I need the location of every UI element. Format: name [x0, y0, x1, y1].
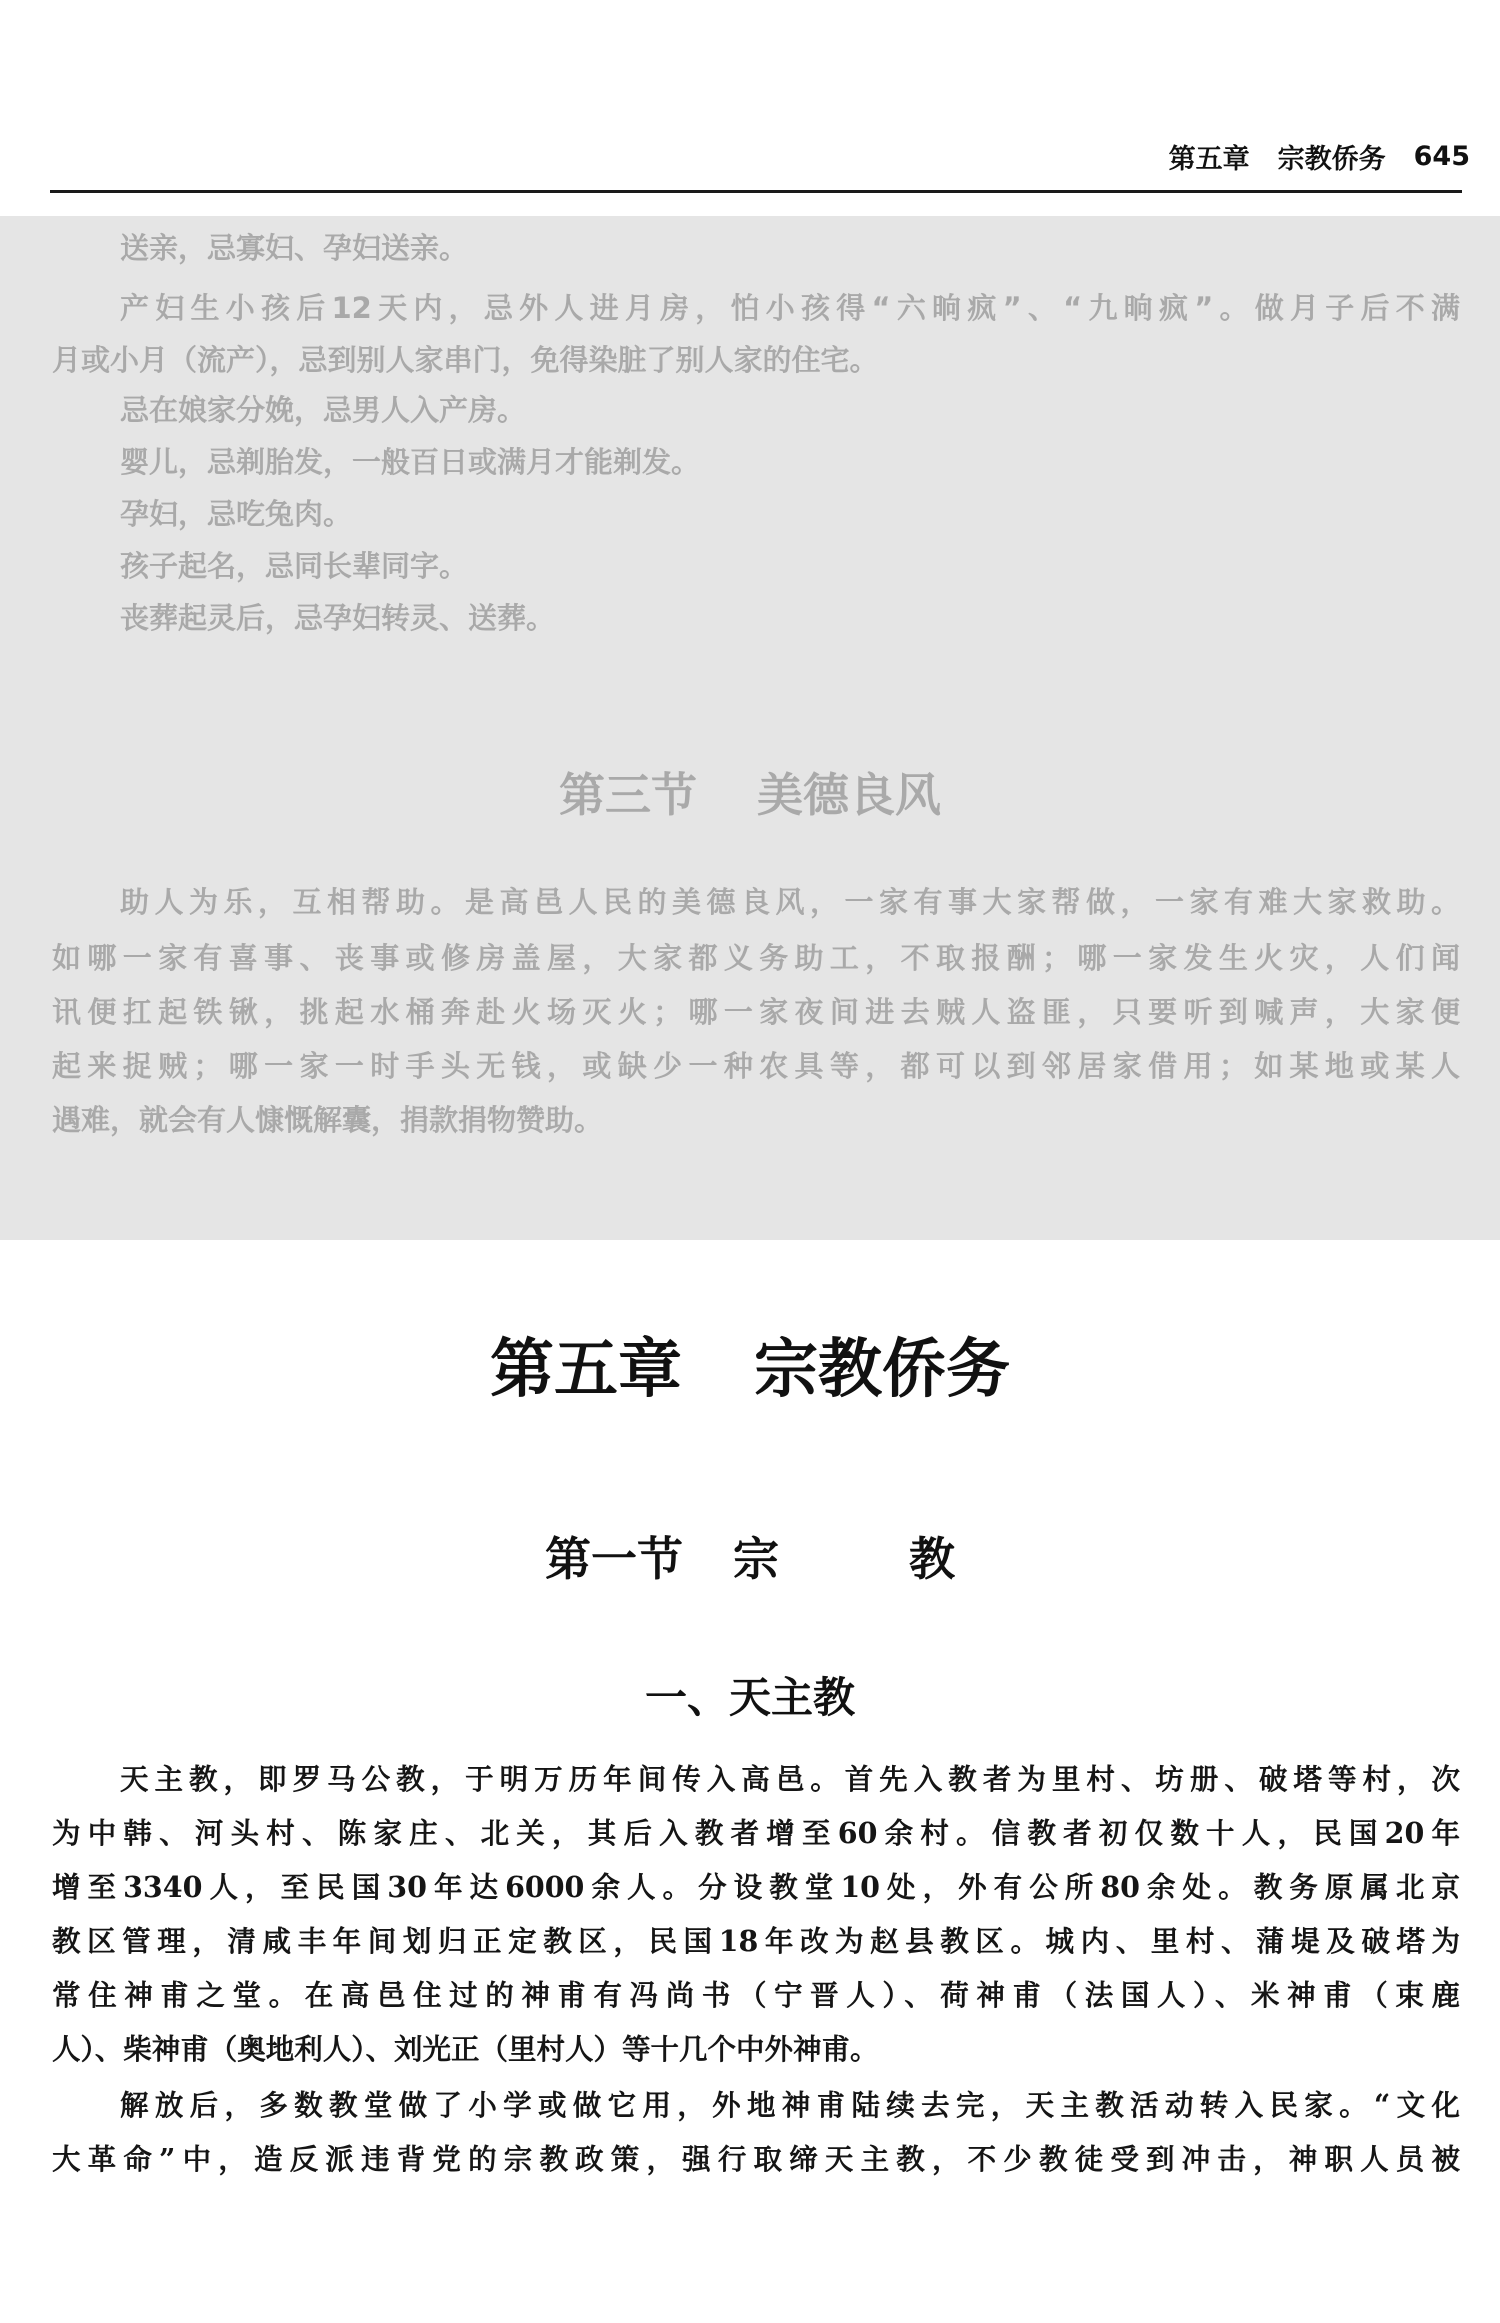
header-rule [50, 190, 1462, 193]
section-title-char-2: 教 [909, 1532, 955, 1586]
section-title [0, 1524, 1500, 1594]
body-line: 天主教，即罗马公教，于明万历年间传入高邑。首先入教者为里村、坊册、破塔等村，次 [120, 1762, 1460, 1796]
body-line: 解放后，多数教堂做了小学或做它用，外地神甫陆续去完，天主教活动转入民家。“文化 [120, 2088, 1460, 2122]
faded-line: 月或小月（流产），忌到别人家串门，免得染脏了别人家的住宅。 [52, 343, 879, 377]
faded-line: 产妇生小孩后12天内，忌外人进月房，怕小孩得“六晌疯”、“九晌疯”。做月子后不满 [120, 291, 1460, 325]
faded-line: 丧葬起灵后，忌孕妇转灵、送葬。 [120, 601, 556, 635]
body-line: 为中韩、河头村、陈家庄、北关，其后入教者增至60余村。信教者初仅数十人，民国20年 [52, 1816, 1460, 1850]
faded-line: 孩子起名，忌同长辈同字。 [120, 549, 469, 583]
chapter-title [0, 1320, 1500, 1420]
faded-paragraph-line: 讯便扛起铁锹，挑起水桶奔赴火场灭火；哪一家夜间进去贼人盗匪，只要听到喊声，大家便 [52, 995, 1460, 1029]
faded-paragraph-line: 助人为乐，互相帮助。是高邑人民的美德良风，一家有事大家帮做，一家有难大家救助。 [120, 885, 1460, 919]
faded-line: 忌在娘家分娩，忌男人入产房。 [120, 393, 527, 427]
header-chapter: 第五章 [1168, 143, 1250, 175]
body-line: 大革命”中，造反派违背党的宗教政策，强行取缔天主教，不少教徒受到冲击，神职人员被 [52, 2142, 1460, 2176]
faded-heading-title: 美德良风 [757, 768, 941, 822]
header-section: 宗教侨务 [1277, 143, 1386, 175]
faded-paragraph-line: 遇难，就会有人慷慨解囊，捐款捐物赞助。 [52, 1103, 604, 1137]
chapter-number: 第五章 [490, 1333, 682, 1407]
section-number: 第一节 [545, 1532, 683, 1586]
page-number: 645 [1413, 140, 1470, 172]
faded-heading-number: 第三节 [559, 768, 697, 822]
faded-paragraph-line: 起来捉贼；哪一家一时手头无钱，或缺少一种农具等，都可以到邻居家借用；如某地或某人 [52, 1049, 1460, 1083]
faded-line: 婴儿，忌剃胎发，一般百日或满月才能剃发。 [120, 445, 701, 479]
chapter-name: 宗教侨务 [754, 1333, 1010, 1407]
section-title-char-1: 宗 [733, 1532, 779, 1586]
body-line: 常住神甫之堂。在高邑住过的神甫有冯尚书（宁晋人）、荷神甫（法国人）、米神甫（束鹿 [52, 1978, 1460, 2012]
faded-line: 送亲，忌寡妇、孕妇送亲。 [120, 231, 469, 265]
faded-line: 孕妇，忌吃兔肉。 [120, 497, 353, 531]
body-line: 教区管理，清咸丰年间划归正定教区，民国18年改为赵县教区。城内、里村、蒲堤及破塔为 [52, 1924, 1460, 1958]
faded-section-heading [0, 760, 1500, 830]
running-header [1070, 136, 1470, 176]
body-line: 人）、柴神甫（奥地利人）、刘光正（里村人）等十几个中外神甫。 [52, 2032, 879, 2066]
faded-paragraph-line: 如哪一家有喜事、丧事或修房盖屋，大家都义务助工，不取报酬；哪一家发生火灾，人们闻 [52, 941, 1460, 975]
body-line: 增至3340人，至民国30年达6000余人。分设教堂10处，外有公所80余处。教务原属北京 [52, 1870, 1460, 1904]
subsection-title: 一、天主教 [644, 1673, 855, 1722]
